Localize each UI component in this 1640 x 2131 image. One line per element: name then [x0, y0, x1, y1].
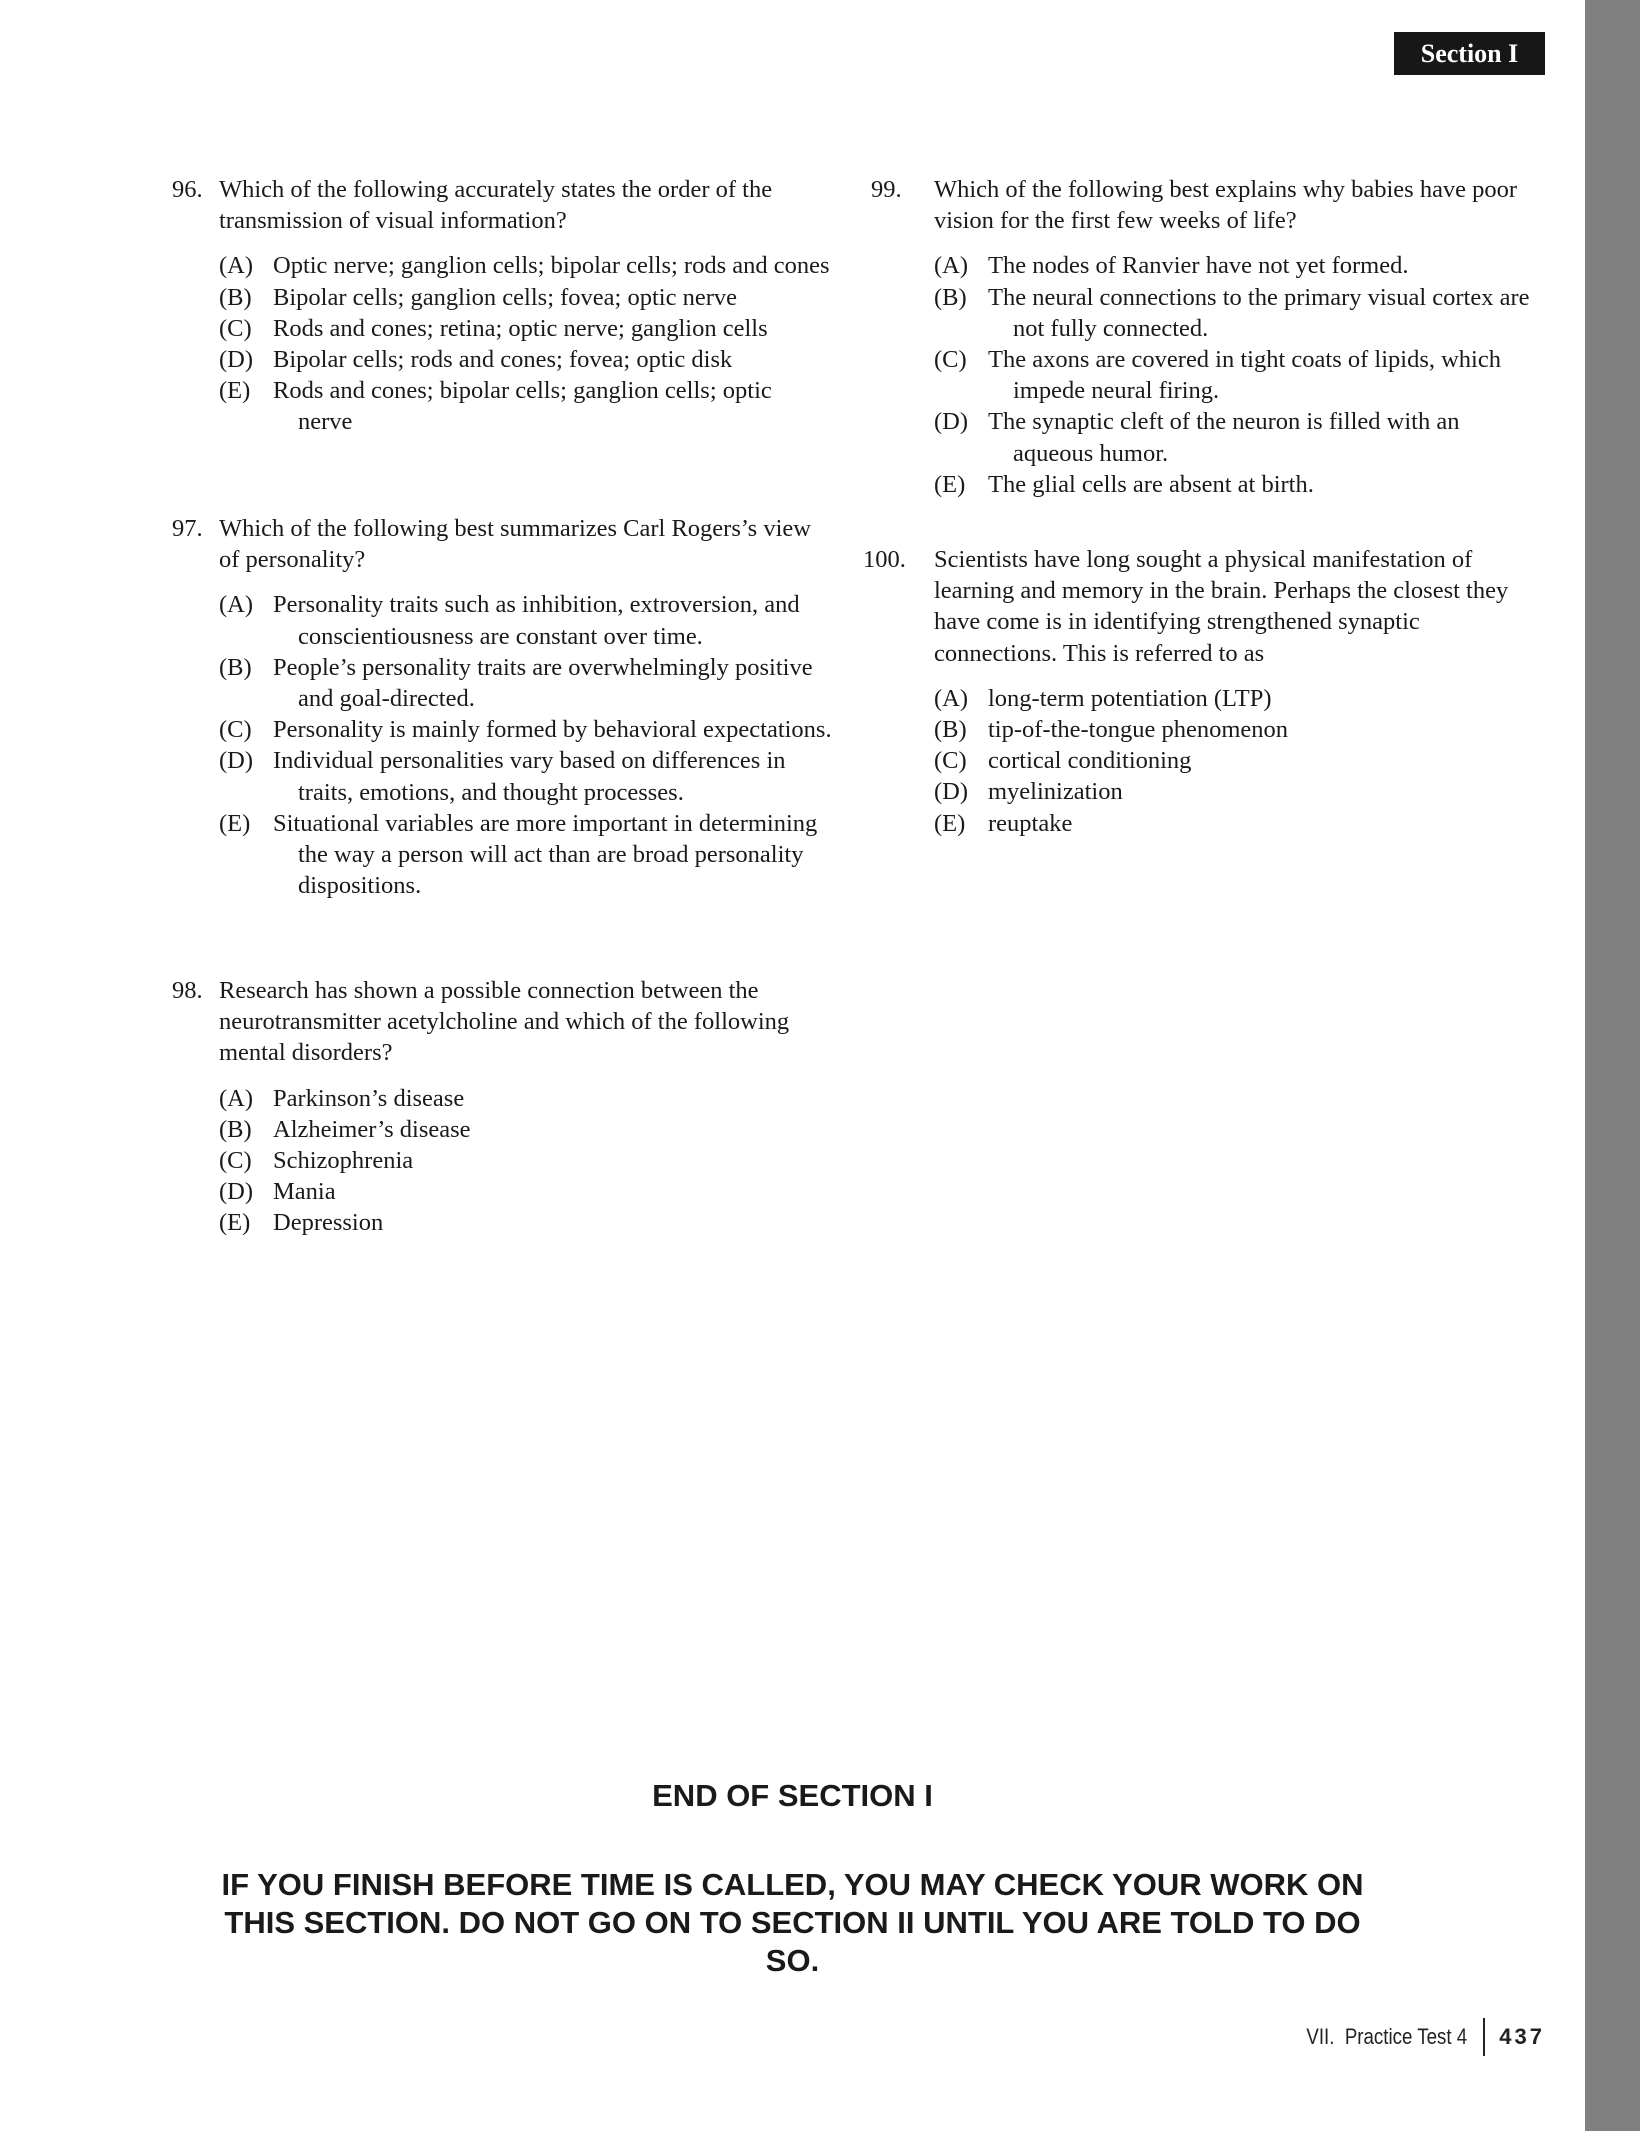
option-letter: (E) [219, 809, 251, 837]
answer-option [219, 250, 832, 281]
answer-option [219, 313, 832, 344]
option-letter: (A) [219, 591, 254, 619]
option-text: Individual personalities vary based on differences in traits, emotions, and thought processes. [273, 747, 786, 806]
option-letter: (B) [934, 716, 967, 744]
option-text: The nodes of Ranvier have not yet formed. [988, 252, 1409, 280]
option-letter: (C) [934, 747, 967, 775]
option-letter: (C) [934, 346, 967, 374]
option-letter: (B) [934, 283, 967, 311]
answer-option [219, 714, 832, 745]
answer-option [934, 250, 1541, 281]
answer-option [219, 1114, 832, 1145]
answer-option [219, 745, 832, 807]
option-text: Bipolar cells; ganglion cells; fovea; optic nerve [273, 283, 737, 311]
option-text: long-term potentiation (LTP) [988, 684, 1272, 712]
question-97 [172, 513, 832, 901]
option-text: Rods and cones; retina; optic nerve; ganglion cells [273, 314, 768, 342]
option-text: Parkinson’s disease [273, 1084, 465, 1112]
question-number: 96. [172, 176, 203, 203]
option-text: The axons are covered in tight coats of lipids, which impede neural firing. [988, 346, 1501, 405]
answer-option [934, 282, 1541, 344]
option-text: cortical conditioning [988, 747, 1192, 775]
answer-option [934, 776, 1541, 807]
option-text: Schizophrenia [273, 1147, 414, 1175]
option-letter: (D) [219, 747, 254, 775]
option-text: Optic nerve; ganglion cells; bipolar cells; rods and cones [273, 252, 830, 280]
option-text: Mania [273, 1178, 336, 1206]
answer-option [934, 808, 1541, 839]
option-text: The neural connections to the primary visual cortex are not fully connected. [988, 283, 1530, 342]
option-letter: (A) [219, 1084, 254, 1112]
answer-options [219, 1083, 832, 1239]
question-96 [172, 174, 832, 438]
option-text: tip-of-the-tongue phenomenon [988, 716, 1289, 744]
option-text: Situational variables are more important in determining the way a person will act than are broad personality dispositions. [273, 809, 818, 900]
page-number: 437 [1499, 2024, 1545, 2049]
option-letter: (D) [934, 778, 969, 806]
answer-option [219, 375, 832, 437]
question-99 [871, 174, 1541, 500]
question-stem: Research has shown a possible connection between the neurotransmitter acetylcholine and which of the following mental disorders? [219, 977, 790, 1067]
question-number: 98. [172, 977, 203, 1004]
end-of-section-heading: END OF SECTION I [652, 1778, 933, 1813]
option-letter: (A) [934, 252, 969, 280]
answer-option [219, 589, 832, 651]
answer-option [219, 1176, 832, 1207]
answer-option [219, 1145, 832, 1176]
question-stem: Which of the following best explains why babies have poor vision for the first few weeks of life? [934, 176, 1518, 235]
option-text: Personality is mainly formed by behavioral expectations. [273, 716, 832, 744]
answer-option [219, 1207, 832, 1238]
option-letter: (D) [219, 1178, 254, 1206]
option-letter: (C) [219, 314, 252, 342]
answer-option [219, 282, 832, 313]
option-text: myelinization [988, 778, 1123, 806]
answer-option [219, 1083, 832, 1114]
option-letter: (C) [219, 716, 252, 744]
option-letter: (A) [219, 252, 254, 280]
option-letter: (D) [219, 346, 254, 374]
question-100 [863, 544, 1541, 839]
question-stem: Which of the following best summarizes Carl Rogers’s view of personality? [219, 515, 811, 574]
option-letter: (D) [934, 408, 969, 436]
answer-option [219, 808, 832, 902]
option-text: Rods and cones; bipolar cells; ganglion cells; optic nerve [273, 377, 772, 436]
option-letter: (C) [219, 1147, 252, 1175]
option-letter: (A) [934, 684, 969, 712]
question-stem: Which of the following accurately states the order of the transmission of visual information? [219, 176, 773, 235]
option-letter: (E) [219, 377, 251, 405]
end-of-section-note: IF YOU FINISH BEFORE TIME IS CALLED, YOU MAY CHECK YOUR WORK ON THIS SECTION. DO NOT GO ON TO SECTION II UNTIL YOU ARE TOLD TO DO SO. [221, 1867, 1364, 1978]
option-letter: (E) [934, 470, 966, 498]
question-number: 100. [863, 546, 906, 573]
answer-options [934, 683, 1541, 839]
answer-option [934, 406, 1541, 468]
question-98 [172, 975, 832, 1239]
question-stem: Scientists have long sought a physical manifestation of learning and memory in the brain. Perhaps the closest they have come is in identifying strengthened synaptic connections. This is referred to as [934, 546, 1509, 667]
page-edge-tab [1585, 0, 1640, 2131]
answer-option [219, 652, 832, 714]
option-text: Bipolar cells; rods and cones; fovea; optic disk [273, 346, 733, 374]
option-text: reuptake [988, 809, 1073, 837]
option-letter: (B) [219, 283, 252, 311]
question-number: 99. [871, 176, 902, 203]
question-number: 97. [172, 515, 203, 542]
answer-options [219, 589, 832, 901]
section-label: Section I [1394, 32, 1545, 75]
answer-options [219, 250, 832, 437]
footer-divider [1483, 2018, 1485, 2056]
option-text: The synaptic cleft of the neuron is filled with an aqueous humor. [988, 408, 1460, 467]
answer-option [934, 745, 1541, 776]
option-letter: (E) [219, 1209, 251, 1237]
answer-options [934, 250, 1541, 500]
answer-option [934, 714, 1541, 745]
answer-option [219, 344, 832, 375]
option-text: The glial cells are absent at birth. [988, 470, 1314, 498]
option-text: Personality traits such as inhibition, extroversion, and conscientiousness are constant over time. [273, 591, 800, 650]
option-text: Depression [273, 1209, 384, 1237]
answer-option [934, 344, 1541, 406]
chapter-label: VII. Practice Test 4 [1306, 2024, 1468, 2049]
option-letter: (B) [219, 653, 252, 681]
option-text: Alzheimer’s disease [273, 1115, 471, 1143]
page-footer [1278, 2018, 1545, 2056]
option-letter: (B) [219, 1115, 252, 1143]
answer-option [934, 469, 1541, 500]
option-letter: (E) [934, 809, 966, 837]
answer-option [934, 683, 1541, 714]
option-text: People’s personality traits are overwhelmingly positive and goal-directed. [273, 653, 813, 713]
